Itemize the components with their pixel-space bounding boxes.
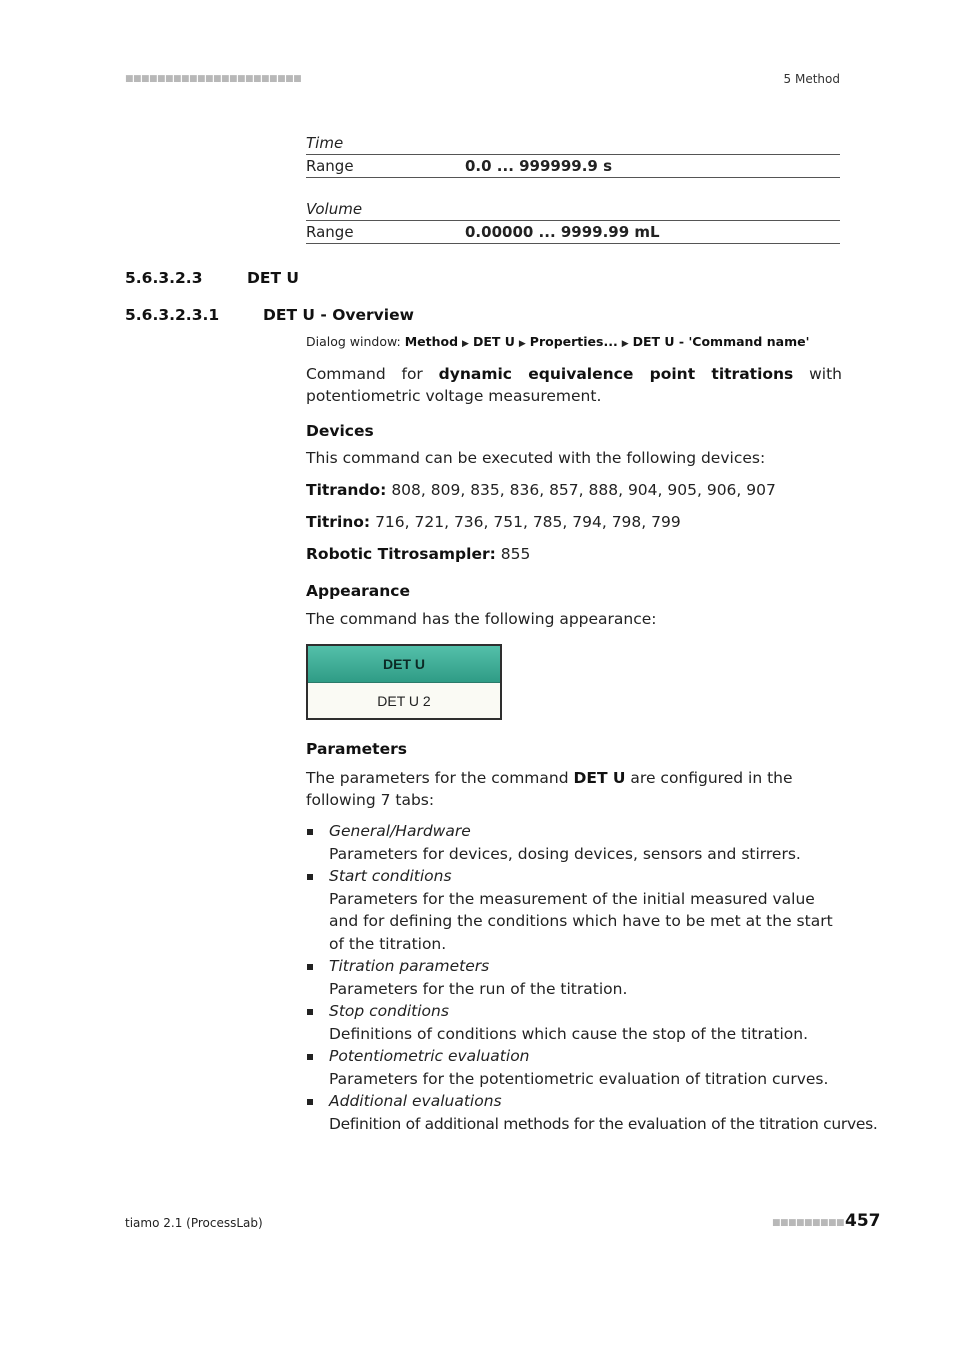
time-range-value: 0.0 ... 999999.9 s (465, 157, 613, 175)
parameters-heading: Parameters (306, 740, 407, 758)
titrando-label: Titrando: (306, 481, 387, 499)
parameters-text: The parameters for the command (306, 769, 574, 787)
command-box-label: DET U 2 (377, 693, 431, 709)
tab-title: Titration parameters (329, 957, 490, 975)
path-separator-icon: ▶ (462, 339, 469, 349)
dialog-prefix: Dialog window: (306, 334, 401, 349)
tab-description: Parameters for the run of the titration. (329, 979, 628, 998)
titrino-line (306, 513, 681, 531)
devices-text: This command can be executed with the following devices: (306, 449, 766, 467)
robotic-line (306, 545, 530, 563)
time-range-key: Range (306, 157, 354, 175)
tab-title: Stop conditions (329, 1002, 449, 1020)
bullet-icon (307, 829, 313, 835)
volume-range-value: 0.00000 ... 9999.99 mL (465, 223, 660, 241)
time-table (306, 132, 840, 178)
tabs-list (306, 820, 878, 1135)
appearance-heading: Appearance (306, 582, 410, 600)
volume-range-row (306, 221, 840, 244)
robotic-label: Robotic Titrosampler: (306, 545, 496, 563)
volume-table (306, 198, 840, 244)
tab-title: Additional evaluations (329, 1092, 502, 1110)
dialog-path-item: DET U - 'Command name' (632, 334, 810, 349)
section-heading (125, 269, 525, 291)
titrando-line (306, 481, 776, 499)
robotic-values: 855 (495, 545, 531, 563)
list-item (306, 1000, 846, 1045)
list-item (306, 955, 846, 1000)
dialog-path-item: DET U (472, 334, 515, 349)
footer-product: tiamo 2.1 (ProcessLab) (125, 1216, 263, 1230)
list-item (306, 1090, 878, 1135)
tab-title: General/Hardware (329, 822, 471, 840)
parameters-bold: DET U (573, 769, 626, 787)
command-box (306, 644, 502, 720)
bullet-icon (307, 874, 313, 880)
volume-table-caption: Volume (306, 198, 840, 221)
path-separator-icon: ▶ (518, 339, 526, 349)
devices-heading: Devices (306, 422, 374, 440)
list-item (306, 1045, 846, 1090)
parameters-text-end: are configured in the following 7 tabs: (306, 769, 793, 809)
command-box-title: DET U (308, 646, 500, 683)
bullet-icon (307, 1099, 313, 1105)
volume-range-key: Range (306, 223, 354, 241)
tab-description: Definitions of conditions which cause the stop of the titration. (329, 1024, 809, 1043)
bullet-icon (307, 1009, 313, 1015)
bullet-icon (307, 964, 313, 970)
intro-paragraph (306, 363, 842, 407)
titrino-label: Titrino: (306, 513, 371, 531)
tab-title: Potentiometric evaluation (329, 1047, 530, 1065)
dialog-path (306, 334, 809, 349)
footer-dots: ■■■■■■■■■ (772, 1218, 845, 1228)
intro-text-end: with potentiometric voltage measurement. (306, 365, 843, 405)
section-title: DET U (247, 269, 300, 287)
appearance-text: The command has the following appearance: (306, 610, 657, 628)
tab-title: Start conditions (329, 867, 452, 885)
list-item (306, 865, 846, 955)
tab-description: Parameters for the potentiometric evaluation of titration curves. (329, 1069, 829, 1088)
time-range-row (306, 155, 840, 178)
intro-text: Command for (306, 365, 439, 383)
tab-description: Parameters for the measurement of the initial measured value and for defining the conditions which have to be met at the start of the titration. (329, 889, 833, 953)
chapter-label: 5 Method (783, 72, 840, 86)
parameters-paragraph (306, 767, 842, 811)
page-number: 457 (845, 1211, 881, 1231)
subsection-number: 5.6.3.2.3.1 (125, 306, 220, 324)
titrino-values: 716, 721, 736, 751, 785, 794, 798, 799 (370, 513, 681, 531)
tab-description: Parameters for devices, dosing devices, sensors and stirrers. (329, 844, 801, 863)
list-item (306, 820, 846, 865)
path-separator-icon: ▶ (621, 339, 629, 349)
time-table-caption: Time (306, 132, 840, 155)
bullet-icon (307, 1054, 313, 1060)
subsection-title: DET U - Overview (263, 306, 414, 324)
header-dots: ■■■■■■■■■■■■■■■■■■■■■■ (125, 74, 302, 84)
intro-bold: dynamic equivalence point titrations (438, 365, 794, 383)
titrando-values: 808, 809, 835, 836, 857, 888, 904, 905, 906, 907 (386, 481, 776, 499)
tab-description: Definition of additional methods for the evaluation of the titration curves. (329, 1114, 878, 1133)
subsection-heading (125, 306, 625, 328)
section-number: 5.6.3.2.3 (125, 269, 203, 287)
dialog-path-item: Properties... (529, 334, 618, 349)
dialog-path-item: Method (404, 334, 459, 349)
